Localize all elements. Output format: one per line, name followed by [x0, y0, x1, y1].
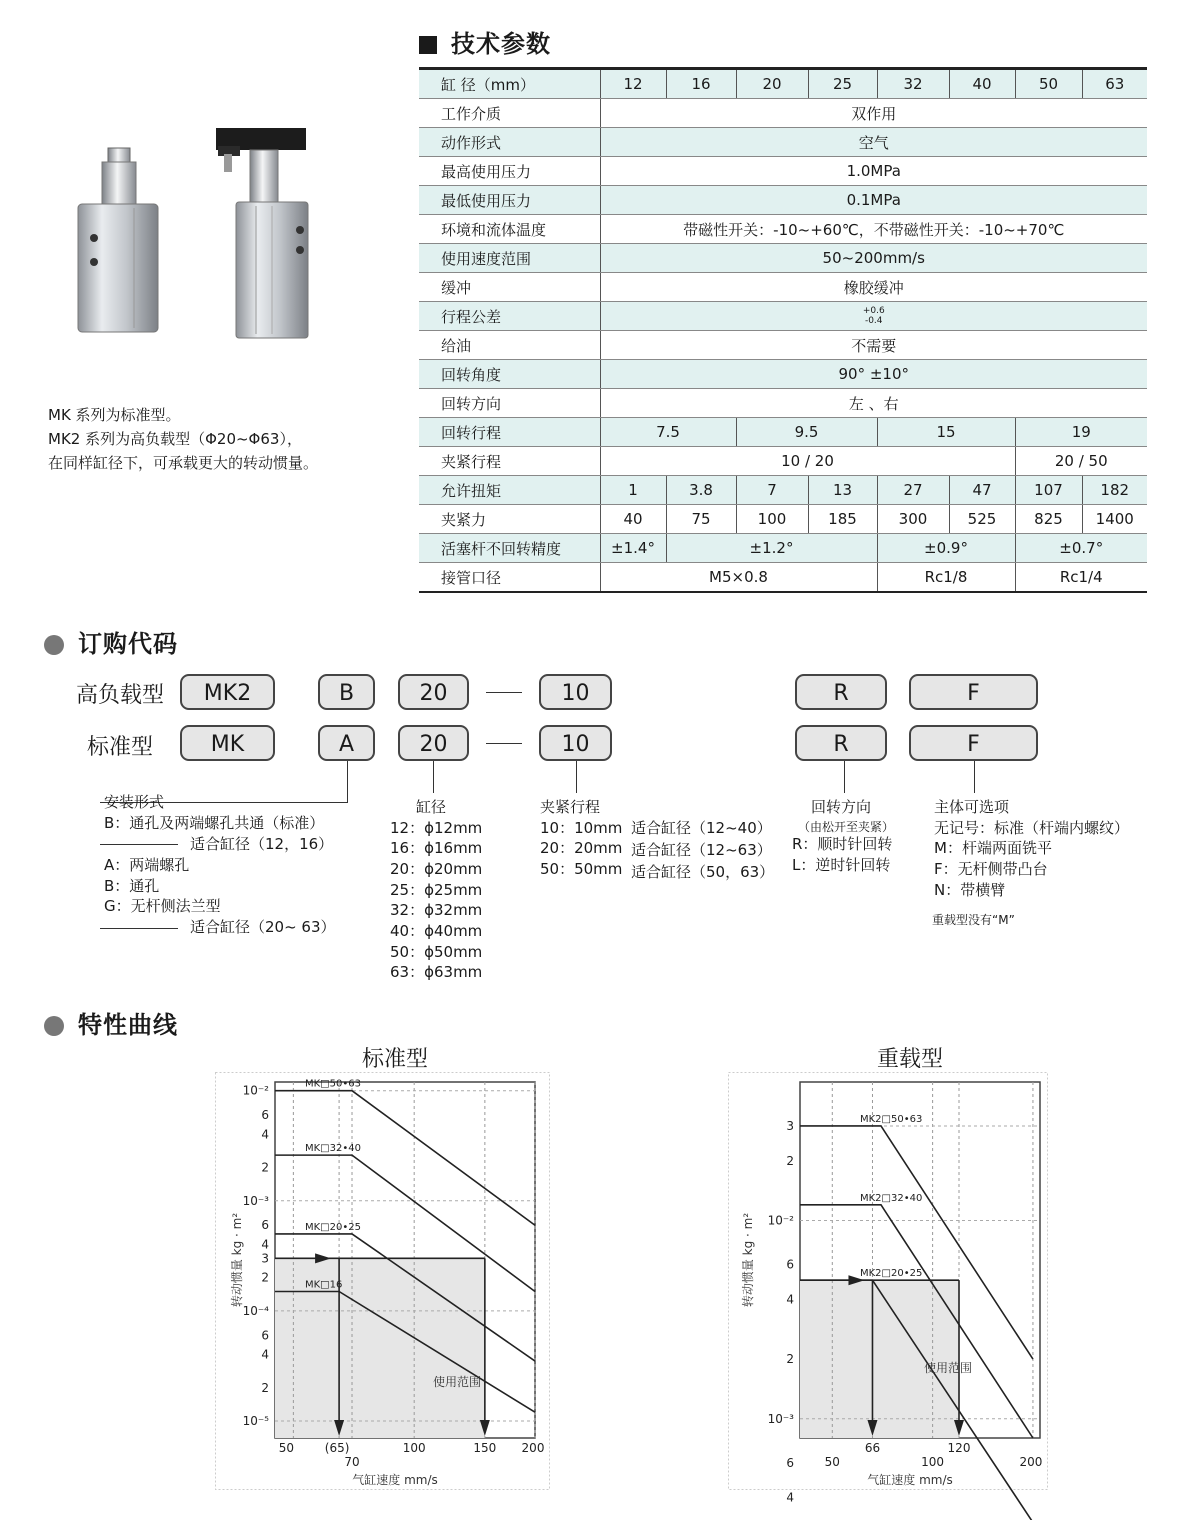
spec-value: 27	[877, 476, 949, 505]
y-tick-label: 10⁻³	[242, 1193, 269, 1208]
y-tick-label: 2	[786, 1153, 794, 1168]
x-tick-label: 200	[1019, 1455, 1043, 1469]
spec-value: 0.1MPa	[600, 186, 1147, 215]
spec-value: Rc1/4	[1015, 563, 1147, 593]
options-item: M：杆端两面铣平	[934, 839, 1052, 857]
options-note: 重载型没有“M”	[932, 913, 1015, 927]
spec-value: 185	[808, 505, 877, 534]
spec-table	[419, 67, 1147, 593]
y-tick-label: 10⁻²	[767, 1213, 794, 1228]
bore-title: 缸径	[416, 798, 447, 816]
y-tick-label: 6	[261, 1328, 269, 1343]
spec-value: 47	[949, 476, 1015, 505]
x-tick-label: 70	[344, 1455, 360, 1469]
square-bullet-icon	[419, 36, 437, 54]
spec-value: 1	[600, 476, 666, 505]
y-tick-label: 2	[786, 1352, 794, 1367]
dash-line	[486, 692, 522, 693]
bore-header: 25	[808, 69, 877, 99]
product-photo-mk	[74, 142, 164, 342]
spec-label: 回转方向	[419, 389, 600, 418]
code-direction-heavy: R	[795, 674, 887, 710]
spec-row	[419, 273, 1147, 302]
series-label: MK□32•40	[305, 1143, 361, 1155]
spec-value: 20 / 50	[1015, 447, 1147, 476]
bore-item: 25：ϕ25mm	[390, 881, 483, 899]
clamp-item: 20：20mm	[540, 839, 623, 857]
product-note-1: MK 系列为标准型。	[48, 406, 181, 424]
spec-value: 10 / 20	[600, 447, 1015, 476]
series-label: MK2□50•63	[860, 1113, 923, 1125]
y-tick-label: 6	[261, 1108, 269, 1123]
spec-row	[419, 331, 1147, 360]
spec-value: 107	[1015, 476, 1082, 505]
spec-label: 允许扭矩	[419, 476, 600, 505]
spec-value: ±1.4°	[600, 534, 666, 563]
spec-label: 夹紧力	[419, 505, 600, 534]
code-stroke-std: 10	[539, 725, 612, 761]
series-label: MK□16	[305, 1279, 343, 1291]
options-title: 主体可选项	[934, 798, 1010, 816]
spec-value: 空气	[600, 128, 1147, 157]
chart-title-heavy: 重载型	[877, 1047, 944, 1072]
spec-value: 100	[736, 505, 808, 534]
clamp-title: 夹紧行程	[540, 798, 601, 816]
spec-value: ±0.9°	[877, 534, 1015, 563]
series-label: MK□50•63	[305, 1078, 361, 1090]
spec-row	[419, 302, 1147, 331]
usage-range-label: 使用范围	[924, 1361, 973, 1375]
options-item: N：带横臂	[934, 881, 1006, 899]
spec-value: ±0.7°	[1015, 534, 1147, 563]
spec-label: 最低使用压力	[419, 186, 600, 215]
spec-value: 182	[1082, 476, 1147, 505]
spec-value: 300	[877, 505, 949, 534]
spec-row	[419, 505, 1147, 534]
product-note-2: MK2 系列为高负载型（Φ20~Φ63），	[48, 430, 302, 448]
code-series-heavy: MK2	[180, 674, 275, 710]
dot-bullet-icon	[44, 635, 64, 655]
spec-label: 行程公差	[419, 302, 600, 331]
spec-value: 75	[666, 505, 736, 534]
code-direction-std: R	[795, 725, 887, 761]
bore-item: 16：ϕ16mm	[390, 839, 483, 857]
spec-row	[419, 418, 1147, 447]
code-mount-std: A	[318, 725, 375, 761]
spec-label: 活塞杆不回转精度	[419, 534, 600, 563]
std-row-label: 标准型	[87, 735, 154, 760]
spec-value: 90° ±10°	[600, 360, 1147, 389]
bore-header: 32	[877, 69, 949, 99]
spec-row	[419, 534, 1147, 563]
series-label: MK2□20•25	[860, 1268, 923, 1280]
y-tick-label: 2	[261, 1160, 269, 1175]
spec-row	[419, 186, 1147, 215]
product-photo-mk-arm	[210, 122, 315, 344]
y-tick-label: 6	[786, 1455, 794, 1470]
y-tick-label: 3	[261, 1251, 269, 1266]
bore-header: 63	[1082, 69, 1147, 99]
mount-item: B：通孔	[104, 877, 160, 895]
bore-header: 16	[666, 69, 736, 99]
spec-value: ±1.2°	[666, 534, 877, 563]
dash-line	[486, 743, 522, 744]
bore-item: 40：ϕ40mm	[390, 922, 483, 940]
y-tick-label: 6	[261, 1218, 269, 1233]
spec-label: 最高使用压力	[419, 157, 600, 186]
spec-value: 7.5	[600, 418, 736, 447]
clamp-item: 50：50mm	[540, 860, 623, 878]
spec-value: 1.0MPa	[600, 157, 1147, 186]
spec-label: 动作形式	[419, 128, 600, 157]
y-axis-label: 转动惯量 kg · m²	[741, 1212, 755, 1308]
spec-row	[419, 360, 1147, 389]
bore-header: 50	[1015, 69, 1082, 99]
spec-label: 使用速度范围	[419, 244, 600, 273]
connector-bore	[433, 761, 434, 793]
chart-standard	[215, 1072, 550, 1490]
x-axis-label: 气缸速度 mm/s	[352, 1473, 438, 1487]
clamp-fit: 适合缸径（12~40）	[631, 819, 772, 837]
code-series-std: MK	[180, 725, 275, 761]
spec-value	[600, 302, 1147, 331]
clamp-fit: 适合缸径（50，63）	[631, 863, 775, 881]
series-label: MK□20•25	[305, 1221, 361, 1233]
spec-value: 橡胶缓冲	[600, 273, 1147, 302]
tolerance-lower: -0.4	[864, 316, 883, 326]
code-mount-heavy: B	[318, 674, 375, 710]
spec-value: 19	[1015, 418, 1147, 447]
bore-header: 20	[736, 69, 808, 99]
y-tick-label: 6	[786, 1257, 794, 1272]
options-item: F：无杆侧带凸台	[934, 860, 1048, 878]
spec-section-title: 技术参数	[419, 24, 551, 59]
x-tick-label: 200	[521, 1441, 545, 1455]
x-tick-label: (65)	[324, 1441, 350, 1455]
spec-row	[419, 563, 1147, 593]
spec-label: 接管口径	[419, 563, 600, 593]
code-option-heavy: F	[909, 674, 1038, 710]
spec-header-label: 缸 径（mm）	[419, 69, 600, 99]
y-tick-label: 2	[261, 1270, 269, 1285]
x-tick-label: 150	[473, 1441, 497, 1455]
spec-value: 不需要	[600, 331, 1147, 360]
dot-bullet-icon	[44, 1016, 64, 1036]
curve-section-title: 特性曲线	[44, 1005, 178, 1040]
mount-item: G：无杆侧法兰型	[104, 897, 221, 915]
series-label: MK2□32•40	[860, 1192, 923, 1204]
order-section-title: 订购代码	[44, 624, 178, 659]
direction-item: R：顺时针回转	[792, 835, 893, 853]
spec-label: 回转角度	[419, 360, 600, 389]
x-tick-label: 66	[864, 1441, 881, 1455]
y-tick-label: 4	[261, 1347, 269, 1362]
spec-row	[419, 389, 1147, 418]
spec-header-row	[419, 69, 1147, 99]
chart-title-standard: 标准型	[362, 1047, 429, 1072]
spec-value: 带磁性开关：-10~+60℃，不带磁性开关：-10~+70℃	[600, 215, 1147, 244]
connector-mount	[347, 761, 348, 802]
connector-stroke	[576, 761, 577, 793]
spec-value: 525	[949, 505, 1015, 534]
spec-value: 3.8	[666, 476, 736, 505]
spec-value: Rc1/8	[877, 563, 1015, 593]
y-axis-label: 转动惯量 kg · m²	[230, 1212, 244, 1308]
spec-value: 左 、右	[600, 389, 1147, 418]
bore-item: 12：ϕ12mm	[390, 819, 483, 837]
fit-underline	[100, 928, 178, 929]
spec-value: 双作用	[600, 99, 1147, 128]
code-bore-heavy: 20	[398, 674, 469, 710]
spec-value: 50~200mm/s	[600, 244, 1147, 273]
usage-range-label: 使用范围	[433, 1375, 482, 1389]
spec-label: 环境和流体温度	[419, 215, 600, 244]
spec-row	[419, 476, 1147, 505]
connector-direction	[844, 761, 845, 793]
x-tick-label: 100	[921, 1455, 945, 1469]
connector-option	[974, 761, 975, 793]
bore-item: 20：ϕ20mm	[390, 860, 483, 878]
spec-row	[419, 215, 1147, 244]
spec-value: 9.5	[736, 418, 877, 447]
spec-value: 1400	[1082, 505, 1147, 534]
bore-item: 50：ϕ50mm	[390, 943, 483, 961]
clamp-fit: 适合缸径（12~63）	[631, 841, 772, 859]
spec-row	[419, 128, 1147, 157]
y-tick-label: 4	[786, 1292, 794, 1307]
x-axis-label: 气缸速度 mm/s	[867, 1473, 953, 1487]
x-tick-label: 50	[278, 1441, 295, 1455]
code-option-std: F	[909, 725, 1038, 761]
mount-item: A：两端螺孔	[104, 856, 190, 874]
spec-value: M5×0.8	[600, 563, 877, 593]
y-tick-label: 4	[261, 1127, 269, 1142]
spec-row	[419, 99, 1147, 128]
direction-sub: （由松开至夹紧）	[798, 820, 895, 834]
chart-heavy	[728, 1072, 1048, 1505]
spec-label: 夹紧行程	[419, 447, 600, 476]
clamp-item: 10：10mm	[540, 819, 623, 837]
spec-row	[419, 157, 1147, 186]
bore-header: 12	[600, 69, 666, 99]
y-tick-label: 3	[786, 1118, 794, 1133]
x-tick-label: 100	[402, 1441, 426, 1455]
usage-range-area	[800, 1280, 959, 1438]
spec-value: 15	[877, 418, 1015, 447]
direction-item: L：逆时针回转	[792, 856, 891, 874]
spec-row	[419, 447, 1147, 476]
y-tick-label: 10⁻⁵	[242, 1413, 269, 1428]
y-tick-label: 10⁻²	[242, 1083, 269, 1098]
spec-value: 13	[808, 476, 877, 505]
spec-label: 缓冲	[419, 273, 600, 302]
options-item: 无记号：标准（杆端内螺纹）	[934, 819, 1130, 837]
y-tick-label: 10⁻⁴	[242, 1303, 269, 1318]
spec-value: 7	[736, 476, 808, 505]
y-tick-label: 4	[261, 1237, 269, 1252]
bore-item: 32：ϕ32mm	[390, 901, 483, 919]
y-tick-label: 4	[786, 1490, 794, 1505]
code-bore-std: 20	[398, 725, 469, 761]
x-tick-label: 50	[824, 1455, 840, 1469]
spec-label: 给油	[419, 331, 600, 360]
spec-value: 40	[600, 505, 666, 534]
tolerance-upper: +0.6	[862, 306, 885, 316]
spec-row	[419, 244, 1147, 273]
mount-title: 安装形式	[104, 793, 165, 811]
spec-value: 825	[1015, 505, 1082, 534]
heavy-row-label: 高负载型	[76, 683, 165, 708]
x-tick-label: 120	[947, 1441, 971, 1455]
code-stroke-heavy: 10	[539, 674, 612, 710]
mount-fit1: 适合缸径（12，16）	[190, 835, 334, 853]
y-tick-label: 2	[261, 1380, 269, 1395]
spec-label: 回转行程	[419, 418, 600, 447]
product-note-3: 在同样缸径下，可承载更大的转动惯量。	[48, 454, 319, 472]
mount-line1: B：通孔及两端螺孔共通（标准）	[104, 814, 325, 832]
fit-underline	[100, 844, 178, 845]
bore-item: 63：ϕ63mm	[390, 963, 483, 981]
bore-header: 40	[949, 69, 1015, 99]
y-tick-label: 10⁻³	[767, 1411, 794, 1426]
spec-label: 工作介质	[419, 99, 600, 128]
direction-title: 回转方向	[811, 798, 872, 816]
mount-fit2: 适合缸径（20~ 63）	[190, 918, 336, 936]
